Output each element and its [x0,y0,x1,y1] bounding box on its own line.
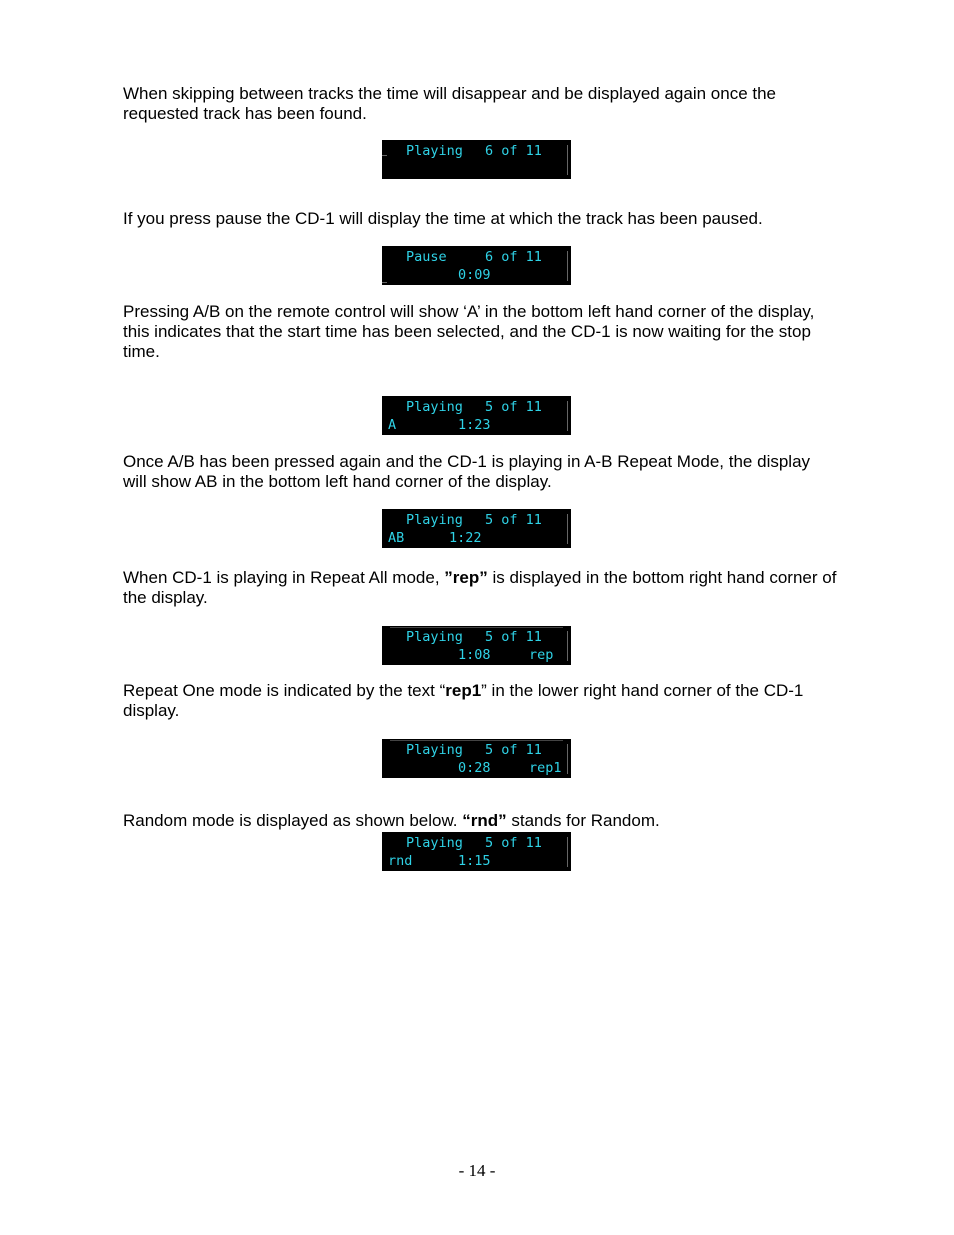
page-number: - 14 - [458,1161,496,1180]
lcd-right-border [567,251,568,281]
paragraph-repeat-all [123,568,838,608]
paragraph-track-skip: When skipping between tracks the time will disappear and be displayed again once the requested track has been found. [123,84,777,123]
lcd-status: Playing [406,835,463,851]
lcd-mode-right: rep1 [529,760,562,776]
lcd-mode-left: AB [388,530,405,546]
lcd-track: 5 of 11 [485,835,542,851]
lcd-time: 1:08 [458,647,491,663]
lcd-right-border [567,631,568,661]
lcd-right-border [567,514,568,544]
lcd-track: 6 of 11 [485,143,542,159]
text-segment: stands for Random. [506,811,660,830]
lcd-display-skipping [382,140,571,179]
lcd-display-repeat-all [382,626,571,665]
lcd-time: 1:23 [458,417,491,433]
lcd-status: Playing [406,399,463,415]
paragraph-random [123,811,838,831]
paragraph-ab-start: Pressing A/B on the remote control will show ‘A’ in the bottom left hand corner of the display, this indicates that the start time has been selected, and the CD-1 is now waiting for the stop time. [123,302,815,361]
lcd-time: 1:22 [449,530,482,546]
lcd-status: Playing [406,512,463,528]
lcd-track: 6 of 11 [485,249,542,265]
text-segment: is displayed in the bottom right hand corner of the display. [123,568,837,607]
keyword-rnd: “rnd” [462,811,507,830]
lcd-display-repeat-one [382,739,571,778]
lcd-mode-right: rep [529,647,554,663]
paragraph-ab-repeat: Once A/B has been pressed again and the CD-1 is playing in A-B Repeat Mode, the display will show AB in the bottom left hand corner of the display. [123,452,811,491]
keyword-rep: ”rep” [444,568,488,587]
lcd-track: 5 of 11 [485,512,542,528]
lcd-right-border [567,744,568,774]
lcd-display-pause [382,246,571,285]
lcd-time: 0:09 [458,267,491,283]
text-segment: When CD-1 is playing in Repeat All mode, [123,568,445,587]
lcd-display-ab-repeat [382,509,571,548]
lcd-track: 5 of 11 [485,742,542,758]
lcd-right-border [567,837,568,867]
keyword-rep1: rep1 [445,681,482,700]
text-segment: ” in the lower right hand corner of the CD-1 display. [123,681,804,720]
text-segment: Repeat One mode is indicated by the text “ [123,681,446,700]
lcd-track: 5 of 11 [485,629,542,645]
lcd-edge-mark [382,282,387,283]
lcd-mode-left: rnd [388,853,413,869]
lcd-status: Playing [406,742,463,758]
lcd-track: 5 of 11 [485,399,542,415]
lcd-display-ab-start [382,396,571,435]
paragraph-repeat-one [123,681,838,721]
lcd-time: 0:28 [458,760,491,776]
lcd-right-border [567,401,568,431]
paragraph-pause: If you press pause the CD-1 will display the time at which the track has been paused. [123,209,763,228]
lcd-time: 1:15 [458,853,491,869]
lcd-display-random [382,832,571,871]
text-segment: Random mode is displayed as shown below. [123,811,463,830]
lcd-edge-mark [382,155,387,156]
lcd-status: Pause [406,249,447,265]
lcd-status: Playing [406,629,463,645]
lcd-status: Playing [406,143,463,159]
lcd-mode-left: A [388,417,397,433]
lcd-right-border [567,145,568,175]
